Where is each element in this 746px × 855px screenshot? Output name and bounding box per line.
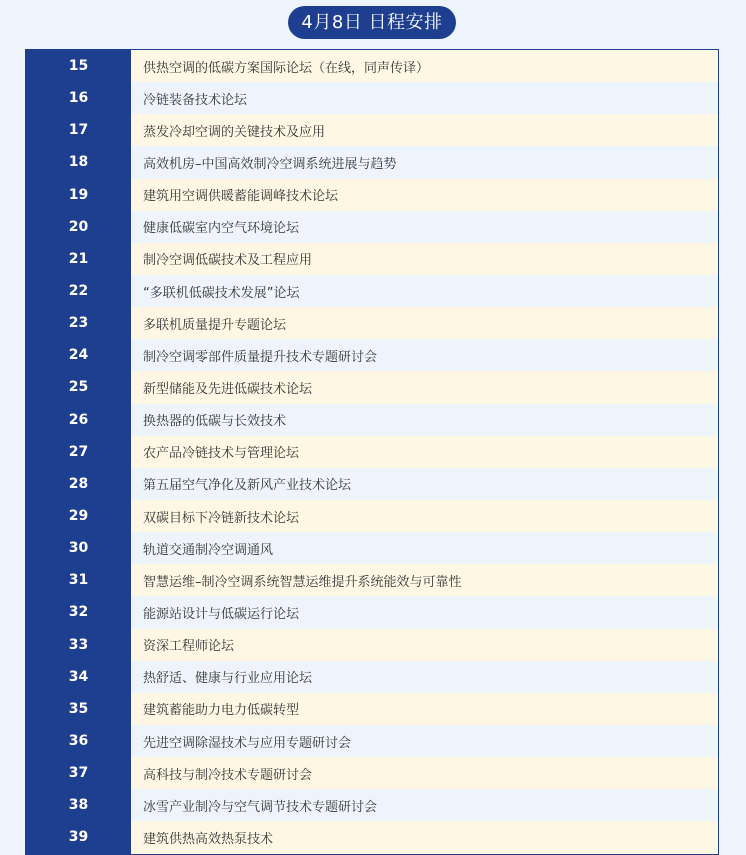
table-row	[26, 82, 718, 114]
session-number: 28	[26, 468, 131, 500]
session-name: 建筑供热高效热泵技术	[131, 821, 718, 853]
table-row	[26, 500, 718, 532]
table-row	[26, 371, 718, 403]
session-number: 24	[26, 339, 131, 371]
table-row	[26, 339, 718, 371]
session-name: 换热器的低碳与长效技术	[131, 404, 718, 436]
session-name: 第五届空气净化及新风产业技术论坛	[131, 468, 718, 500]
table-row	[26, 114, 718, 146]
table-row	[26, 725, 718, 757]
table-row	[26, 275, 718, 307]
table-row	[26, 661, 718, 693]
session-number: 39	[26, 821, 131, 853]
session-number: 27	[26, 436, 131, 468]
session-number: 25	[26, 371, 131, 403]
session-name: 制冷空调低碳技术及工程应用	[131, 243, 718, 275]
session-number: 29	[26, 500, 131, 532]
session-name: 供热空调的低碳方案国际论坛（在线，同声传译）	[131, 50, 718, 82]
session-name: 双碳目标下冷链新技术论坛	[131, 500, 718, 532]
table-row	[26, 146, 718, 178]
session-name: 能源站设计与低碳运行论坛	[131, 596, 718, 628]
session-number: 35	[26, 693, 131, 725]
session-name: 高科技与制冷技术专题研讨会	[131, 757, 718, 789]
table-row	[26, 307, 718, 339]
table-row	[26, 243, 718, 275]
session-number: 33	[26, 629, 131, 661]
session-number: 30	[26, 532, 131, 564]
page-title: 4月8日 日程安排	[288, 6, 456, 39]
table-row	[26, 211, 718, 243]
session-number: 15	[26, 50, 131, 82]
table-row	[26, 596, 718, 628]
session-number: 31	[26, 564, 131, 596]
session-number: 17	[26, 114, 131, 146]
session-name: 冰雪产业制冷与空气调节技术专题研讨会	[131, 789, 718, 821]
session-name: 轨道交通制冷空调通风	[131, 532, 718, 564]
session-name: 热舒适、健康与行业应用论坛	[131, 661, 718, 693]
session-name: “多联机低碳技术发展”论坛	[131, 275, 718, 307]
session-number: 19	[26, 179, 131, 211]
session-number: 26	[26, 404, 131, 436]
session-number: 38	[26, 789, 131, 821]
session-number: 34	[26, 661, 131, 693]
table-row	[26, 404, 718, 436]
schedule-table	[25, 49, 719, 855]
table-row	[26, 757, 718, 789]
table-row	[26, 629, 718, 661]
session-name: 制冷空调零部件质量提升技术专题研讨会	[131, 339, 718, 371]
session-number: 20	[26, 211, 131, 243]
table-row	[26, 50, 718, 82]
session-name: 先进空调除湿技术与应用专题研讨会	[131, 725, 718, 757]
session-name: 农产品冷链技术与管理论坛	[131, 436, 718, 468]
session-number: 36	[26, 725, 131, 757]
session-number: 32	[26, 596, 131, 628]
session-name: 高效机房–中国高效制冷空调系统进展与趋势	[131, 146, 718, 178]
session-name: 新型储能及先进低碳技术论坛	[131, 371, 718, 403]
session-number: 16	[26, 82, 131, 114]
table-row	[26, 693, 718, 725]
session-name: 建筑用空调供暖蓄能调峰技术论坛	[131, 179, 718, 211]
session-name: 健康低碳室内空气环境论坛	[131, 211, 718, 243]
session-name: 建筑蓄能助力电力低碳转型	[131, 693, 718, 725]
session-name: 蒸发冷却空调的关键技术及应用	[131, 114, 718, 146]
session-number: 23	[26, 307, 131, 339]
session-number: 21	[26, 243, 131, 275]
session-number: 37	[26, 757, 131, 789]
table-row	[26, 179, 718, 211]
table-row	[26, 532, 718, 564]
session-name: 多联机质量提升专题论坛	[131, 307, 718, 339]
table-row	[26, 468, 718, 500]
session-name: 冷链装备技术论坛	[131, 82, 718, 114]
session-number: 22	[26, 275, 131, 307]
table-row	[26, 821, 718, 853]
table-row	[26, 436, 718, 468]
table-row	[26, 789, 718, 821]
session-name: 智慧运维–制冷空调系统智慧运维提升系统能效与可靠性	[131, 564, 718, 596]
session-number: 18	[26, 146, 131, 178]
session-name: 资深工程师论坛	[131, 629, 718, 661]
table-row	[26, 564, 718, 596]
